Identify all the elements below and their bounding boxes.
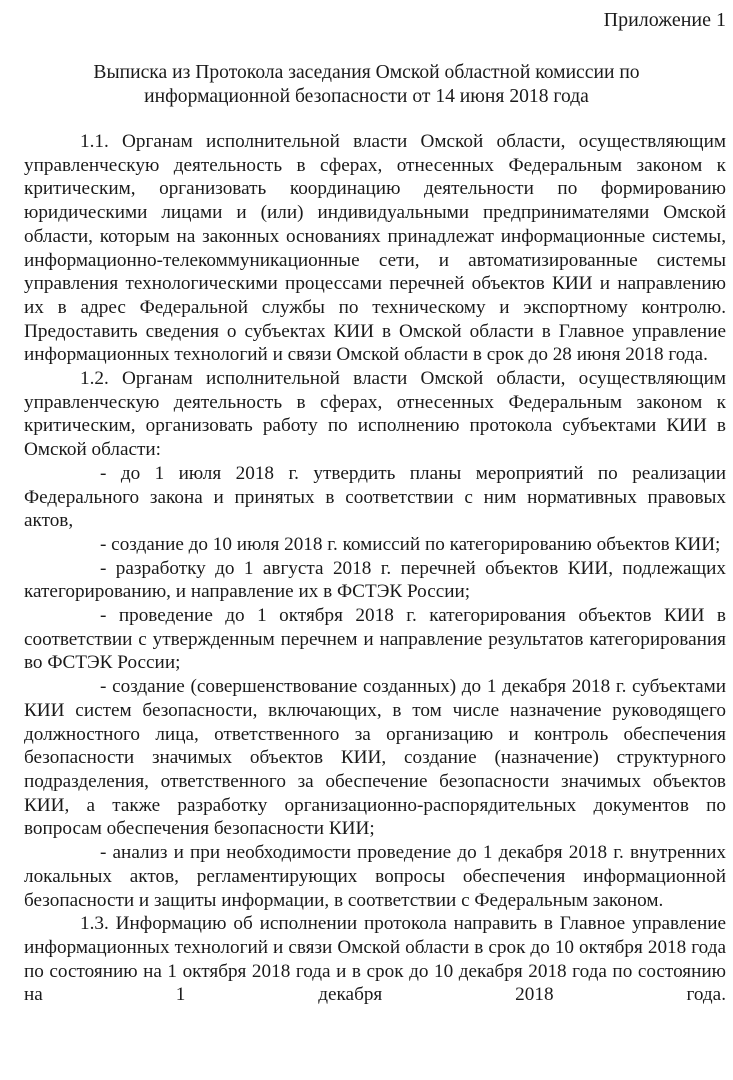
document-title [0, 61, 733, 109]
appendix-label: Приложение 1 [603, 9, 726, 31]
paragraph-1-1: 1.1. Органам исполнительной власти Омской области, осуществляющим управленческую деятельность в сферах, отнесенных Федеральным законом к критическим, организовать координацию деятельности по формированию юридическими лицами и (или) индивидуальными предпринимателями Омской области, которым на законных основаниях принадлежат информационные системы, информационно-телекоммуникационные сети, и автоматизированные системы управления технологическими процессами перечней объектов КИИ и направлению их в адрес Федеральной службы по техническому и экспортному контролю. Предоставить сведения о субъектах КИИ в Омской области в Главное управление информационных технологий и связи Омской области в срок до 28 июня 2018 года. [24, 131, 726, 366]
list-item: - до 1 июля 2018 г. утвердить планы мероприятий по реализации Федерального закона и принятых в соответствии с ним нормативных правовых актов, [24, 462, 726, 532]
title-line-2: информационной безопасности от 14 июня 2018 года [144, 86, 589, 107]
list-item: - создание до 10 июля 2018 г. комиссий по категорированию объектов КИИ; [100, 533, 721, 555]
list-item: - проведение до 1 октября 2018 г. категорирования объектов КИИ в соответствии с утвержденным перечнем и направление результатов категорирования во ФСТЭК России; [24, 605, 726, 674]
paragraph-1-3: 1.3. Информацию об исполнении протокола направить в Главное управление информационных технологий и связи Омской области в срок до 10 октября 2018 года по состоянию на 1 октября 2018 года и в срок до 10 декабря 2018 года по состоянию на 1 декабря 2018 года. [24, 913, 726, 1006]
paragraph-1-2: 1.2. Органам исполнительной власти Омской области, осуществляющим управленческую деятельность в сферах, отнесенных Федеральным законом к критическим, организовать работу по исполнению протокола субъектами КИИ в Омской области: [24, 368, 726, 461]
title-line-1: Выписка из Протокола заседания Омской областной комиссии по [93, 62, 640, 83]
list-item: - анализ и при необходимости проведение до 1 декабря 2018 г. внутренних локальных актов, регламентирующих вопросы обеспечения информационной безопасности и защиты информации, в соответствии с Федеральным законом. [24, 842, 726, 911]
list-item: - создание (совершенствование созданных) до 1 декабря 2018 г. субъектами КИИ систем безопасности, включающих, в том числе назначение руководящего должностного лица, ответственного за организацию и контроль обеспечения безопасности значимых объектов КИИ, создание (назначение) структурного подразделения, ответственного за обеспечение безопасности значимых объектов КИИ, а также разработку организационно-распорядительных документов по вопросам обеспечения безопасности КИИ; [24, 676, 726, 840]
document-body [24, 130, 726, 1007]
list-item: - разработку до 1 августа 2018 г. перечней объектов КИИ, подлежащих категорированию, и направление их в ФСТЭК России; [24, 557, 726, 603]
